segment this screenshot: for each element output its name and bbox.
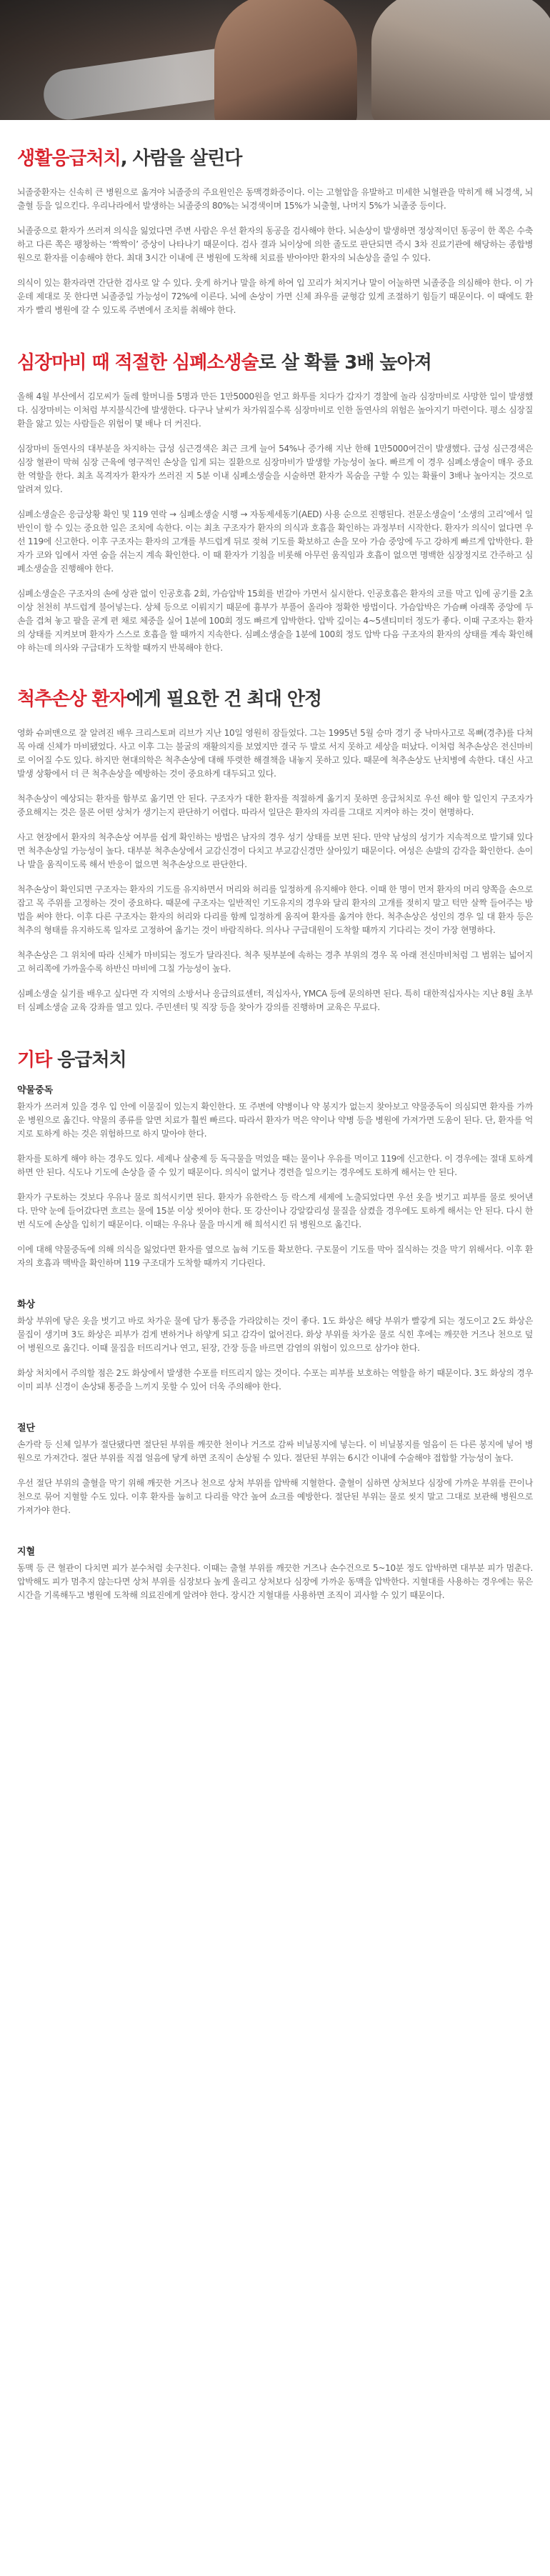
paragraph: 이에 대해 약물중독에 의해 의식을 잃었다면 환자를 옆으로 눕혀 기도를 확보한다. 구토물이 기도를 막아 질식하는 것을 막기 위해서다. 이후 환자의 호흡과 맥박을 확인하며 119 구조대가 도착할 때까지 기다린다.	[17, 1244, 533, 1268]
subsection-title: 지혈	[17, 1547, 36, 1557]
paragraph: 올해 4월 부산에서 김모씨가 둘레 할머니를 5명과 만든 1만5000원을 얻고 화투를 치다가 갑자기 경찰에 놀라 심장마비로 사망한 일이 발생했다. 심장마비는 이처럼 부지불식간에 발생한다. 다구나 날씨가 차가워질수록 심장마비로 인한 돌연사의 위험은 높아지기 마련이다. 평소 심장질환을 앓고 있는 사람들은 위험이 몇 배나 더 커진다.	[17, 391, 533, 429]
title-accent: 생활응급처치	[17, 148, 121, 169]
section-title	[17, 147, 533, 170]
title-accent: 심장마비 때 적절한 심폐소생술	[17, 352, 259, 374]
title-rest: 로 살 확률 3배 높아져	[258, 352, 431, 374]
paragraph: 심폐소생술은 구조자의 손에 상관 없이 인공호흡 2회, 가슴압박 15회를 번갈아 가면서 실시한다. 인공호흡은 환자의 코를 막고 입에 공기를 2초 이상 천천히 부드럽게 불어넣는다. 상체 등으로 이뤄지기 때문에 흉부가 부풀어 올라야 정확한 방법이다. 가슴압박은 가슴뼈 아래쪽 중앙에 두 손을 겹쳐 놓고 팔을 곧게 편 채로 체중을 실어 1분에 100회 정도 빠르게 압박한다. 압박 깊이는 4~5센티미터 정도가 좋다. 이때 구조자는 환자의 상태를 지켜보며 환자가 스스로 호흡을 할 때까지 지속한다. 심폐소생술을 1분에 100회 정도 압박 다음 구조자의 환자의 상태를 계속 확인해야 하는데 의사와 구급대가 도착할 때까지 반복해야 한다.	[17, 589, 533, 653]
paragraph: 환자가 쓰러져 있을 경우 입 안에 이물질이 있는지 확인한다. 또 주변에 약병이나 약 봉지가 없는지 찾아보고 약물중독이 의심되면 환자를 가까운 병원으로 옮긴다. 약물의 종류를 알면 치료가 훨씬 빠르다. 따라서 환자가 먹은 약이나 약병 등을 병원에 가져가면 도움이 된다. 단, 환자를 억지로 토하게 하는 것은 위험하므로 하지 말아야 한다.	[17, 1102, 533, 1139]
paragraph: 동맥 등 큰 혈관이 다치면 피가 분수처럼 솟구친다. 이때는 출혈 부위를 깨끗한 거즈나 손수건으로 5~10분 정도 압박하면 대부분 피가 멈춘다. 압박해도 피가 멈추지 않는다면 상처 부위를 심장보다 높게 올리고 상처보다 심장에 가까운 동맥을 압박한다. 지혈대를 사용하는 경우에는 묶은 시간을 기록해두고 병원에 도착해 의료진에게 알려야 한다. 장시간 지혈대를 사용하면 조직이 괴사할 수 있기 때문이다.	[17, 1563, 533, 1600]
section-title	[17, 688, 533, 711]
title-rest: , 사람을 살린다	[120, 148, 242, 169]
paragraph: 사고 현장에서 환자의 척추손상 여부를 쉽게 확인하는 방법은 남자의 경우 성기 상태를 보면 된다. 만약 남성의 성기가 지속적으로 발기돼 있다면 척추손상일 가능성이 높다. 대부분 척추손상에서 교감신경이 다치고 부교감신경만 살아있기 때문이다. 여성은 손발의 감각을 확인한다. 손이나 발을 움직이도록 해서 반응이 없으면 척추손상으로 판단한다.	[17, 832, 533, 869]
subsection-title: 절단	[17, 1423, 36, 1434]
paragraph: 심폐소생술은 응급상황 확인 및 119 연락 → 심폐소생술 시행 → 자동제세동기(AED) 사용 순으로 진행된다. 전문소생술이 ‘소생의 고리’에서 일반인이 할 수 있는 중요한 일은 조치에 속한다. 이는 최초 구조자가 환자의 의식과 호흡을 확인하는 과정부터 시작한다. 환자가 의식이 없다면 우선 119에 신고한다. 이후 구조자는 환자의 고개를 부드럽게 뒤로 젖혀 기도를 확보하고 손을 모아 가슴 중앙에 두고 강하게 빠르게 압박한다. 환자가 코와 입에서 자연 숨을 쉬는지 계속 확인한다. 이 때 환자가 기침을 비롯해 아무런 움직임과 호흡이 없으면 명백한 심장정지로 간주하고 심폐소생술을 진행해야 한다.	[17, 509, 533, 574]
paragraph: 의식이 있는 환자라면 간단한 검사로 알 수 있다. 웃게 하거나 말을 하게 하여 입 꼬리가 쳐지거나 말이 어눌하면 뇌졸중을 의심해야 한다. 이 가운데 제대로 못 한다면 뇌졸중일 가능성이 72%에 이른다. 뇌에 손상이 가면 신체 좌우를 균형감 있게 조절하기 힘들기 때문이다. 이 때에도 환자가 빨리 병원에 갈 수 있도록 주변에서 조치를 취해야 한다.	[17, 278, 533, 315]
paragraph: 영화 슈퍼맨으로 잘 알려진 배우 크리스토퍼 리브가 지난 10일 영원히 잠들었다. 그는 1995년 5월 승마 경기 중 낙마사고로 목뼈(경추)를 다쳐 목 아래 신체가 마비됐었다. 사고 이후 그는 불굴의 재활의지를 보였지만 결국 두 발로 서지 못하고 세상을 떠났다. 이처럼 척추손상은 전신마비로 이어질 수도 있다. 하지만 현대의학은 척추손상에 대해 뚜렷한 해결책을 내놓지 못하고 있다. 때문에 척추손상도 난치병에 속한다. 대신 사고발생 상황에서 더 큰 척추손상을 예방하는 것이 중요하게 대두되고 있다.	[17, 728, 533, 779]
paragraph: 뇌졸중으로 환자가 쓰러져 의식을 잃었다면 주변 사람은 우선 환자의 동공을 검사해야 한다. 뇌손상이 발생하면 정상적이던 동공이 한 쪽은 수축하고 다른 쪽은 팽창하는 ‘짝짝이’ 증상이 나타나기 때문이다. 검사 결과 뇌이상에 의한 졸도로 판단되면 즉시 3차 진료기관에 해당하는 종합병원으로 환자를 이송해야 한다. 최대 3시간 이내에 큰 병원에 도착해 치료를 받아야만 환자의 뇌손상을 줄일 수 있다.	[17, 226, 533, 263]
section-cpr	[17, 317, 533, 655]
section-title	[17, 351, 533, 374]
subsection-title: 화상	[17, 1299, 36, 1310]
section-first-aid	[17, 120, 533, 317]
subsection-amputation	[17, 1422, 533, 1517]
paragraph: 환자를 토하게 해야 하는 경우도 있다. 세제나 살충제 등 독극물을 먹었을 때는 물이나 우유를 먹이고 119에 신고한다. 이 경우에는 절대 토하게 하면 안 된다. 식도나 기도에 손상을 줄 수 있기 때문이다. 의식이 없거나 경련을 일으키는 경우에도 토하게 해서는 안 된다.	[17, 1154, 533, 1177]
paragraph: 척추손상이 예상되는 환자를 함부로 옮기면 안 된다. 구조자가 대한 환자를 적절하게 옮기지 못하면 응급처치로 우선 해야 할 일인지 구조자가 중요해지는 것은 물론 어떤 상처가 생기는지 판단하기 어렵다. 따라서 일단은 환자의 자리를 그대로 지켜야 하는 것이 현명하다.	[17, 794, 533, 817]
title-rest: 에게 필요한 건 최대 안정	[126, 689, 322, 710]
subsection-hemostasis	[17, 1546, 533, 1602]
hero-image	[0, 0, 550, 120]
section-spinal-injury	[17, 655, 533, 1014]
paragraph: 우선 절단 부위의 출혈을 막기 위해 깨끗한 거즈나 천으로 상처 부위를 압박해 지혈한다. 출혈이 심하면 상처보다 심장에 가까운 부위를 끈이나 천으로 묶어 지혈할 수도 있다. 이후 환자를 눕히고 다리를 약간 높여 쇼크를 예방한다. 절단된 부위는 물로 씻지 말고 그대로 보관해 병원으로 가져가야 한다.	[17, 1478, 533, 1515]
paragraph: 화상 부위에 닿은 옷을 벗기고 바로 차가운 물에 담가 통증을 가라앉히는 것이 좋다. 1도 화상은 해당 부위가 빨갛게 되는 정도이고 2도 화상은 물집이 생기며 3도 화상은 피부가 검게 변하거나 하얗게 되고 감각이 없어진다. 화상 부위를 차가운 물로 식힌 후에는 깨끗한 거즈나 천으로 덮어 병원으로 옮긴다. 이때 물집을 터뜨리거나 연고, 된장, 간장 등을 바르면 감염의 위험이 있으므로 삼가야 한다.	[17, 1316, 533, 1353]
paragraph: 심폐소생술 실기를 배우고 싶다면 각 지역의 소방서나 응급의료센터, 적십자사, YMCA 등에 문의하면 된다. 특히 대한적십자사는 지난 8월 초부터 심폐소생술 교육 강좌를 열고 있다. 주민센터 및 직장 등을 찾아가 강의를 진행하며 교육은 무료다.	[17, 989, 533, 1012]
article-body	[0, 120, 550, 1602]
paragraph: 척추손상이 확인되면 구조자는 환자의 기도를 유지하면서 머리와 허리를 일정하게 유지해야 한다. 이때 한 명이 먼저 환자의 머리 양쪽을 손으로 잡고 목 주위를 고정하는 것이 중요하다. 때문에 구조자는 일반적인 기도유지의 경우와 달리 환자의 고개를 젖히지 말고 턱만 살짝 들어주는 방법을 써야 한다. 이후 다른 구조자는 환자의 허리와 다리를 함께 일정하게 움직여 환자를 옮겨야 한다. 척추손상은 성인의 경우 일 대 환자 등은 척추의 형태를 유지하도록 일자로 고정하여 옮기는 것이 바람직하다. 의사나 구급대원이 도착할 때까지 기다리는 것이 가장 현명하다.	[17, 884, 533, 935]
paragraph: 척추손상은 그 위치에 따라 신체가 마비되는 정도가 달라진다. 척추 뒷부분에 속하는 경추 부위의 경우 목 아래 전신마비처럼 그 범위는 넓어지고 허리쪽에 가까울수록 하반신 마비에 그칠 가능성이 높다.	[17, 950, 533, 974]
title-accent: 기타	[17, 1049, 52, 1071]
section-other-first-aid	[17, 1014, 533, 1602]
subsection-poisoning	[17, 1084, 533, 1270]
title-rest: 응급처치	[51, 1049, 126, 1071]
section-title	[17, 1049, 533, 1072]
paragraph: 화상 처치에서 주의할 점은 2도 화상에서 발생한 수포를 터뜨리지 않는 것이다. 수포는 피부를 보호하는 역할을 하기 때문이다. 3도 화상의 경우 이미 피부 신경이 손상돼 통증을 느끼지 못할 수 있어 더욱 주의해야 한다.	[17, 1368, 533, 1392]
paragraph: 뇌졸중환자는 신속히 큰 병원으로 옮겨야 뇌졸중의 주요원인은 동맥경화증이다. 이는 고혈압을 유발하고 미세한 뇌혈관을 막히게 해 뇌경색, 뇌출혈 등을 일으킨다. 우리나라에서 발생하는 뇌졸중의 80%는 뇌경색이며 15%가 뇌출혈, 나머지 5%가 뇌졸중 등이다.	[17, 187, 533, 211]
paragraph: 손가락 등 신체 일부가 절단됐다면 절단된 부위를 깨끗한 천이나 거즈로 감싸 비닐봉지에 넣는다. 이 비닐봉지를 얼음이 든 다른 봉지에 넣어 병원으로 가져간다. 절단 부위를 직접 얼음에 닿게 하면 조직이 손상될 수 있다. 절단된 부위는 6시간 이내에 수술해야 접합할 가능성이 높다.	[17, 1439, 533, 1463]
subsection-title: 약물중독	[17, 1085, 54, 1096]
paragraph: 환자가 구토하는 것보다 우유나 물로 희석시키면 된다. 환자가 유한락스 등 락스계 세제에 노출되었다면 우선 옷을 벗기고 피부를 물로 씻어낸다. 만약 눈에 들어갔다면 흐르는 물에 15분 이상 씻어야 한다. 또 강산이나 강알칼리성 물질을 삼켰을 경우에도 토하게 해서는 안 된다. 다시 한 번 식도에 손상을 입히기 때문이다. 이때는 우유나 물을 마시게 해 희석시킨 뒤 병원으로 옮긴다.	[17, 1192, 533, 1229]
title-accent: 척추손상 환자	[17, 689, 126, 710]
hero-shade	[0, 0, 550, 120]
paragraph: 심장마비 돌연사의 대부분을 차지하는 급성 심근경색은 최근 크게 늘어 54%나 증가해 지난 한해 1만5000여건이 발생했다. 급성 심근경색은 심장 혈관이 막혀 심장 근육에 영구적인 손상을 입게 되는 질환으로 심장마비가 발생할 가능성이 높다. 빠르게 이 경우 심폐소생술이 매우 중요한 역할을 한다. 최초 목격자가 환자가 쓰러진 지 5분 이내 심폐소생술을 시술하면 환자가 목숨을 구할 수 있는 확률이 3배나 높아지는 것으로 알려져 있다.	[17, 444, 533, 494]
subsection-burns	[17, 1299, 533, 1394]
